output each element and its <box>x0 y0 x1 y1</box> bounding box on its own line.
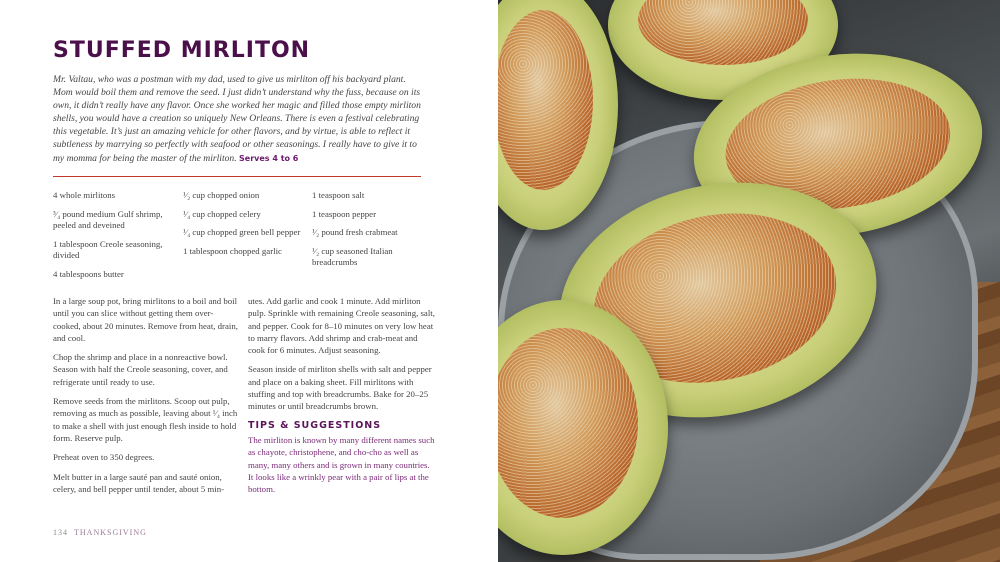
intro-text: Mr. Valtau, who was a postman with my dad, used to give us mirliton off his backyard plant. Mom would boil them and remove the seed. I just didn’t understand why the fuss, because on its own, it didn’t really have any flavor. Once she worked her magic and filled those empty mirliton shells, you would have a creation so uniquely New Orleans. There is even a festival celebrating this vegetable. It’s just an amazing vehicle for other flavors, and by virtue, is able to reflect it subtleness by marrying so perfectly with seafood or other seasonings. I really have to give it to my momma for being the master of the mirliton. <box>53 74 421 164</box>
ingredient: 4 tablespoons butter <box>53 268 124 279</box>
page-footer <box>53 528 147 537</box>
method-step: Remove seeds from the mirlitons. Scoop out pulp, removing as much as possible, leaving about ¹⁄₄ inch to make a shell with just enough flesh inside to hold form. Reserve pulp. <box>53 396 238 443</box>
recipe-page <box>0 0 498 562</box>
method-columns <box>53 295 435 499</box>
tips-heading: TIPS & SUGGESTIONS <box>248 419 382 431</box>
ingredient: 1 teaspoon salt <box>312 190 365 200</box>
method-step: Preheat oven to 350 degrees. <box>53 452 155 463</box>
ingredients-column-1 <box>53 190 178 287</box>
serves-label: Serves 4 to 6 <box>239 153 299 163</box>
method-step: Season inside of mirliton shells with salt and pepper and place on a baking sheet. Fill mirlitons with stuffing and top with breadcrumbs. Bake for 20–25 minutes or until breadcrumbs brown. <box>248 364 432 412</box>
tips-text: The mirliton is known by many different names such as chayote, christophene, and cho-cho as well as many, many others and is grown in many countries. It looks like a wrinkly pear with a pair of lips at the bottom. <box>248 434 435 495</box>
ingredient: ¹⁄₄ cup chopped green bell pepper <box>183 227 301 237</box>
ingredients-column-3 <box>312 190 424 276</box>
stuffed-mirliton-photo <box>498 0 1000 562</box>
ingredient: ¹⁄₄ cup chopped celery <box>183 208 261 219</box>
recipe-title: STUFFED MIRLITON <box>53 38 311 63</box>
ingredient: ³⁄₄ pound medium Gulf shrimp, peeled and deveined <box>53 208 163 230</box>
recipe-intro <box>53 73 425 165</box>
ingredient: 1 teaspoon pepper <box>312 208 377 219</box>
divider-rule <box>53 176 421 177</box>
ingredient: ¹⁄₂ pound fresh crabmeat <box>312 227 398 237</box>
method-step: Chop the shrimp and place in a nonreactive bowl. Season with half the Creole seasoning, cover, and refrigerate until ready to use. <box>53 352 228 387</box>
page-number: 134 <box>53 528 68 537</box>
ingredient: 1 tablespoon Creole seasoning, divided <box>53 238 163 260</box>
ingredient: ¹⁄₂ cup chopped onion <box>183 190 260 200</box>
ingredient: ¹⁄₂ cup seasoned Italian breadcrumbs <box>312 245 393 267</box>
method-step: Melt butter in a large sauté pan and sauté onion, celery, and bell pepper until tender, about 5 min-utes. Add garlic and cook 1 minute. Add mirliton pulp. Sprinkle with remaining Creole seasoning, salt, and pepper. Cook for 8–10 minutes on very low heat to marry flavors. Add shrimp and crab-meat and cook for 6 minutes. Adjust seasoning. <box>53 296 435 494</box>
ingredient: 1 tablespoon chopped garlic <box>183 245 282 256</box>
section-name: THANKSGIVING <box>74 528 147 537</box>
ingredients-column-2 <box>183 190 308 264</box>
method-step: In a large soup pot, bring mirlitons to a boil and boil until you can slice without getting them over-cooked, about 20 minutes. Remove from heat, drain, and cool. <box>53 296 238 343</box>
ingredient: 4 whole mirlitons <box>53 190 116 200</box>
